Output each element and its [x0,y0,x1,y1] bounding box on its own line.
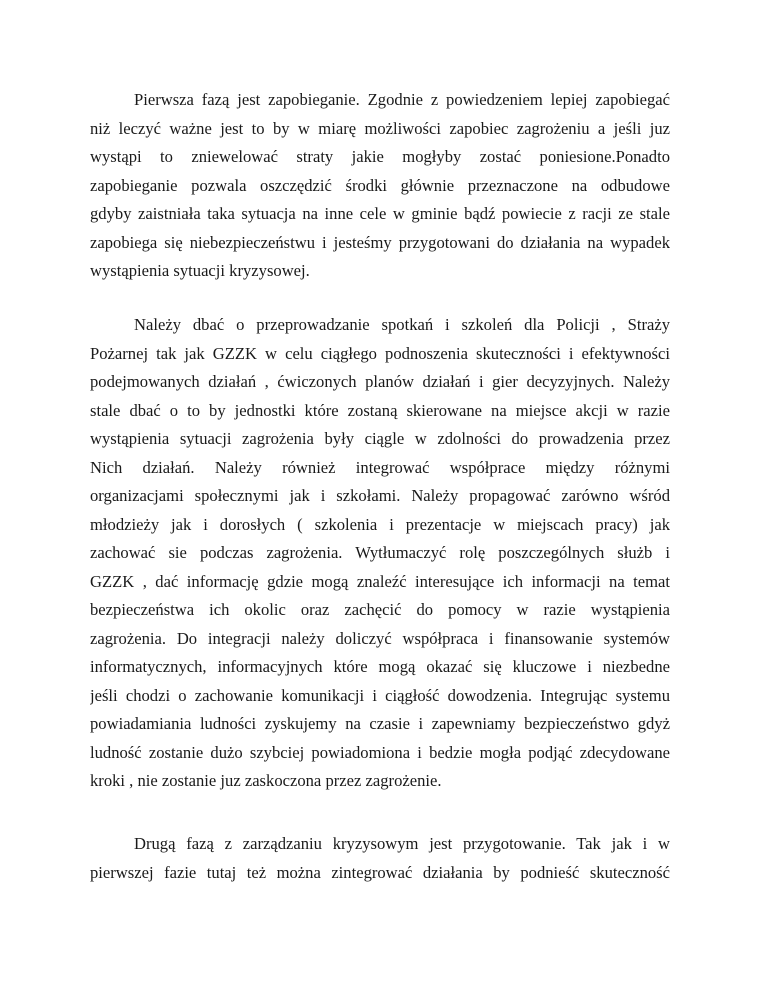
paragraph-line: wystąpienia sytuacji zagrożenia były ciągle w zdolności do prowadzenia przez [90,429,670,448]
paragraph-line: Pożarnej tak jak GZZK w celu ciągłego podnoszenia skuteczności i efektywności [90,343,670,363]
paragraph-line: Drugą fazą z zarządzaniu kryzysowym jest przygotowanie. Tak jak i w [134,834,670,853]
paragraph-line: młodzieży jak i dorosłych ( szkolenia i prezentacje w miejscach pracy) jak [90,514,670,534]
paragraph-line: organizacjami społecznymi jak i szkołami. Należy propagować zarówno wśród [90,486,670,505]
paragraph-line: stale dbać o to by jednostki które zostaną skierowane na miejsce akcji w razie [90,400,670,420]
paragraph-line: pierwszej fazie tutaj też można zintegrować działania by podnieść skuteczność [90,862,670,882]
paragraph-line: wystąpi to zniewelować straty jakie mogłyby zostać poniesione.Ponadto [90,147,670,166]
paragraph-line: ludność zostanie dużo szybciej powiadomiona i bedzie mogła podjąć zdecydowane [90,742,670,762]
paragraph-line: kroki , nie zostanie juz zaskoczona przez zagrożenie. [90,771,442,790]
paragraph-line: informatycznych, informacyjnych które mogą okazać się kluczowe i niezbedne [90,657,670,676]
paragraph-line: GZZK , dać informację gdzie mogą znaleźć interesujące ich informacji na temat [90,571,670,591]
paragraph-prevention [90,86,670,286]
paragraph-line: bezpieczeństwa ich okolic oraz zachęcić do pomocy w razie wystąpienia [90,600,670,619]
paragraph-line: zapobiega się niebezpieczeństwu i jesteśmy przygotowani do działania na wypadek [90,232,670,252]
paragraph-line: Nich działań. Należy również integrować współprace między różnymi [90,457,670,477]
paragraph-line: zachować sie podczas zagrożenia. Wytłumaczyć rolę poszczególnych służb i [90,543,670,562]
paragraph-line: zapobieganie pozwala oszczędzić środki głównie przeznaczone na odbudowe [90,175,670,195]
paragraph-line: Należy dbać o przeprowadzanie spotkań i szkoleń dla Policji , Straży [134,315,670,334]
paragraph-line: niż leczyć ważne jest to by w miarę możliwości zapobiec zagrożeniu a jeśli juz [90,118,670,138]
paragraph-line: Pierwsza fazą jest zapobieganie. Zgodnie z powiedzeniem lepiej zapobiegać [134,90,670,109]
paragraph-line: wystąpienia sytuacji kryzysowej. [90,261,310,280]
paragraph-integration [90,311,670,796]
paragraph-line: powiadamiania ludności zyskujemy na czasie i zapewniamy bezpieczeństwo gdyż [90,714,670,733]
paragraph-preparation [90,830,670,887]
paragraph-line: zagrożenia. Do integracji należy doliczyć współpraca i finansowanie systemów [90,628,670,648]
paragraph-line: podejmowanych działań , ćwiczonych planów działań i gier decyzyjnych. Należy [90,372,670,391]
paragraph-line: jeśli chodzi o zachowanie komunikacji i ciągłość dowodzenia. Integrując systemu [90,685,670,705]
paragraph-line: gdyby zaistniała taka sytuacja na inne cele w gminie bądź powiecie z racji ze stale [90,204,670,223]
